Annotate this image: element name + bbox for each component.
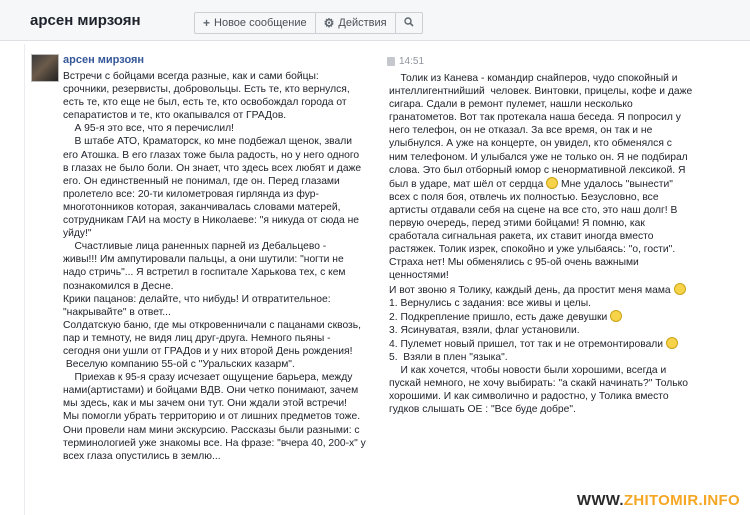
text-line: слова. Это был отборный юмор с ненормативной лексикой. Я <box>389 164 686 176</box>
plus-icon: + <box>203 16 211 30</box>
text-line: сегодня они ушли от ГРАДов и у них второй День рождения! <box>63 345 353 357</box>
text-line <box>389 283 725 297</box>
text-line: 1. Вернулись с задания: все живы и целы. <box>389 297 591 309</box>
text-line: В штабе АТО, Краматорск, ко мне подбежал щенок, звали <box>63 136 353 148</box>
text-segment: Мне удалось "вынести" <box>558 178 673 190</box>
smiley-emoji-icon <box>610 310 622 322</box>
text-line: 5. Взяли в плен "языка". <box>389 351 508 363</box>
text-line: есть те, кто еще не был, есть те, кто освобождал города от <box>63 97 347 109</box>
text-line: артисты отдавали себя на сцене на все сто, это наш долг! В <box>389 204 678 216</box>
text-line: нами(артистами) и бойцами ВДВ. Они четко понимают, зачем <box>63 385 359 397</box>
conversation-header <box>0 0 750 41</box>
text-line: хорошими. И как символично и радостно, у Толика вместо <box>389 391 669 403</box>
text-line: сработала сигнальная ракета, их ставит иногда вместо <box>389 231 654 243</box>
text-segment: был в ударе, мат шёл от сердца <box>389 178 544 190</box>
text-line: познакомился в Десне. <box>63 280 174 292</box>
toolbar <box>194 12 422 34</box>
text-line: гранатометов. Вот так протекала наша беседа. Я попросил у <box>389 112 681 124</box>
message-thread <box>24 44 750 515</box>
gear-icon: ⚙ <box>323 16 335 30</box>
text-line: пускай немного, не хочу выбирать: "а скакй начинать?" Только <box>389 378 688 390</box>
text-line: мы здесь, как и мы зачем они тут. Они ждали этой встречи! <box>63 398 347 410</box>
text-line: гудков слышать ОЕ : "Все буде добре". <box>389 404 576 416</box>
text-line: улыбнулся. А уже на концерте, он увидел, кто обменялся с <box>389 138 672 150</box>
new-message-button[interactable] <box>194 12 316 34</box>
text-line: надо стричь"... Я встретил в госпитале Харькова тех, с кем <box>63 267 346 279</box>
search-button[interactable] <box>395 12 423 34</box>
text-line: ценностями! <box>389 270 449 282</box>
text-line: 3. Ясинуватая, взяли, флаг установили. <box>389 324 580 336</box>
text-line: Крики пацанов: делайте, что нибудь! И отвратительное: <box>63 293 331 305</box>
text-line: в глазах не было боли. Он знает, что здесь всех любят и даже <box>63 162 362 174</box>
text-line: пар и темноту, не видя лиц друг-друга. Немного пьяны - <box>63 332 331 344</box>
sender-name[interactable]: арсен мирзоян <box>63 54 145 66</box>
text-line: живы!!! Им ампутировали пальцы, а они шутили: "ногти не <box>63 254 344 266</box>
text-line: всех с поля боя, отвлечь их полностью. Безусловно, все <box>389 191 659 203</box>
watermark-prefix: WWW. <box>576 492 624 509</box>
text-line: А 95-я это все, что я перечислил! <box>63 123 234 135</box>
text-line: его Атошка. В его глазах тоже была радость, но у него одного <box>63 149 360 161</box>
text-line: Страха нет! Мы обменялись с 95-ой очень важными <box>389 257 639 269</box>
text-line: терминологией уже знакомы все. На фразе: "вчера 40, 200-х" у <box>63 437 366 449</box>
smiley-emoji-icon <box>674 283 686 295</box>
text-line: Мы помогли убрать территорию и от лишних предметов тоже. <box>63 411 361 423</box>
text-line: Они провели нам мини экскурсию. Рассказы были разными: с <box>63 424 360 436</box>
text-line: него телефон, он не отказал. За все время, он так и не <box>389 125 653 137</box>
message-text-left <box>63 70 393 463</box>
watermark-brand: ZHITOMIR.INFO <box>623 492 740 509</box>
text-line: уйду!" <box>63 228 92 240</box>
text-line: первую очередь, перед этими бойцами! Я помню, как <box>389 218 645 230</box>
text-line: Веселую компанию 55-ой с "Уральских казарм". <box>63 359 295 371</box>
text-segment: 4. Пулемет новый пришел, тот так и не отремонтировали <box>389 338 664 350</box>
text-line <box>389 337 725 351</box>
message-time <box>387 56 424 67</box>
message-icon <box>387 57 395 66</box>
text-line: Счастливые лица раненных парней из Дебальцево - <box>63 241 327 253</box>
text-segment: 2. Подкрепление пришло, есть даже девушки <box>389 311 608 323</box>
watermark-logo <box>577 492 740 509</box>
text-line: всех глаза опустились в землю... <box>63 450 221 462</box>
text-line: многотонников которая, заканчивалась словами матерей, <box>63 201 341 213</box>
text-line: сигара. Сдали в ремонт пулемет, нашли несколько <box>389 99 633 111</box>
text-segment: И вот звоню я Толику, каждый день, да простит меня мама <box>389 284 671 296</box>
text-line: срочники, резервисты, добровольцы. Есть те, кто вернулся, <box>63 84 350 96</box>
text-line: Толик из Канева - командир снайперов, чудо спокойный и <box>389 73 678 84</box>
text-line: Встречи с бойцами всегда разные, как и сами бойцы: <box>63 71 319 82</box>
conversation-title: арсен мирзоян <box>30 12 141 29</box>
smiley-emoji-icon <box>546 177 558 189</box>
text-line: сепаратистов и те, кто окапывался от ГРАДов. <box>63 110 287 122</box>
text-line: интеллигентнийший человек. Винтовки, прицелы, кофе и даже <box>389 86 693 98</box>
text-line: Приехав к 95-я сразу исчезает ощущение барьера, между <box>63 372 353 384</box>
actions-button[interactable] <box>315 12 396 34</box>
search-icon <box>404 17 414 30</box>
avatar[interactable] <box>31 54 59 82</box>
timestamp: 14:51 <box>399 56 425 67</box>
text-line: И как хочется, чтобы новости были хорошими, всегда и <box>389 365 667 377</box>
text-line <box>389 177 725 191</box>
text-line: его. Он единственный не понимал, где он. Перед глазами <box>63 175 340 187</box>
text-line <box>389 310 725 324</box>
text-line: Солдатскую баню, где мы откровенничали с пацанами сквозь, <box>63 319 362 331</box>
text-line: пролетело все: 20-ти километровая гирлянда из фур- <box>63 188 319 200</box>
new-message-label: Новое сообщение <box>214 17 307 29</box>
text-line: растяжек. Толик изрек, спокойно и уже улыбаясь: "о, гости". <box>389 244 676 256</box>
text-line: ним телефоном. И улыбался уже не только он. Я не подбирал <box>389 151 688 163</box>
actions-label: Действия <box>338 17 387 29</box>
text-line: "накрывайте" в ответ... <box>63 306 171 318</box>
message-text-right <box>389 72 725 416</box>
text-line: сотрудникам ГАИ на мосту в Николаеве: "я никуда от сюда не <box>63 215 360 227</box>
smiley-emoji-icon <box>666 337 678 349</box>
